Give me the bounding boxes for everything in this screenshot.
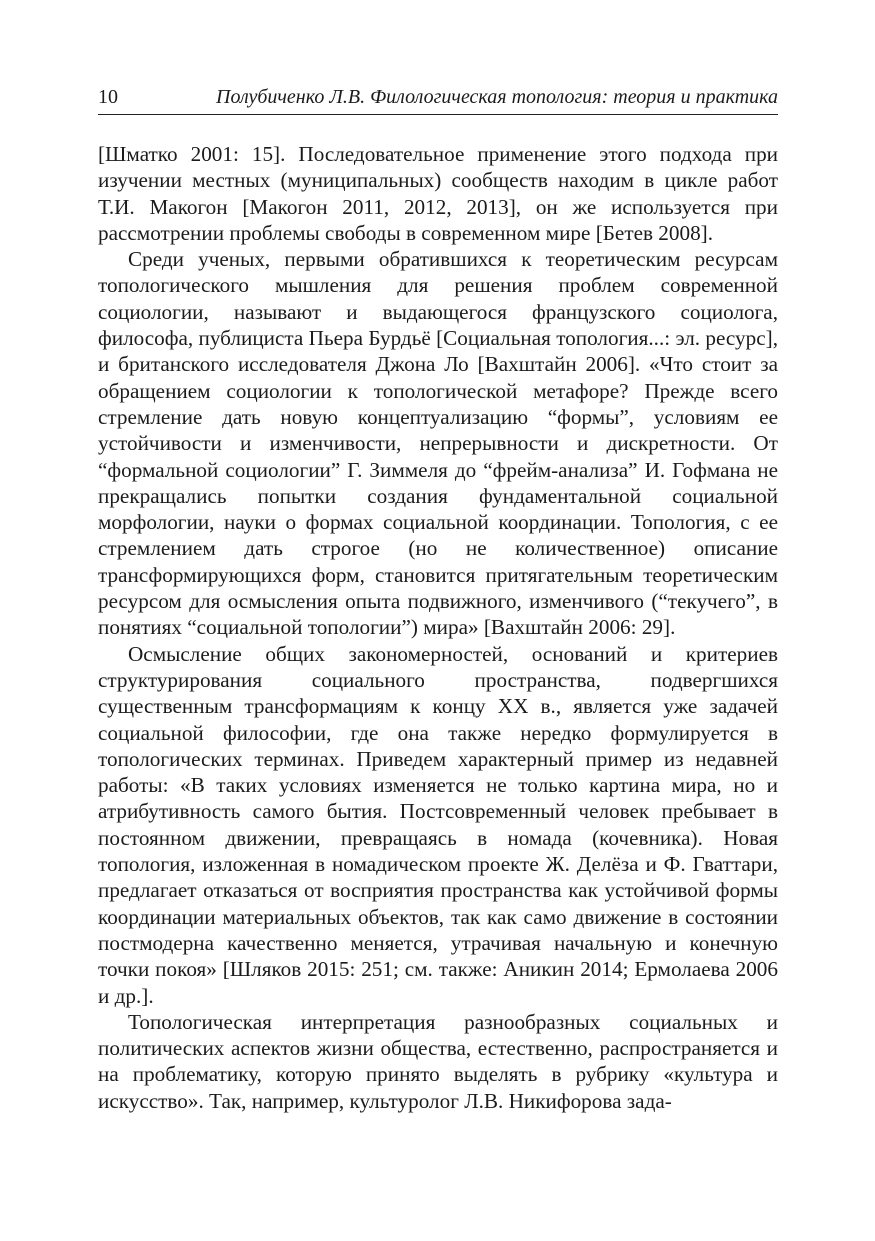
paragraph-continued: [Шматко 2001: 15]. Последовательное применение этого подхода при изучении местных (муниципальных) сообществ находим в цикле работ Т.И. Макогон [Макогон 2011, 2012, 2013], он же используется при рассмотрении проблемы свободы в современном мире [Бетев 2008]. bbox=[98, 142, 778, 245]
page-number: 10 bbox=[98, 86, 118, 108]
paragraph: Осмысление общих закономерностей, оснований и критериев структурирования социального пространства, подвергшихся существенным трансформациям к концу XX в., является уже задачей социальной философии, где она также нередко формулируется в топологических терминах. Приведем характерный пример из недавней работы: «В таких условиях изменяется не только картина мира, но и атрибутивность самого бытия. Постсовременный человек пребывает в постоянном движении, превращаясь в номада (кочевника). Новая топология, изложенная в номадическом проекте Ж. Делёза и Ф. Гваттари, предлагает отказаться от восприятия пространства как устойчивой формы координации материальных объектов, так как само движение в состоянии постмодерна качественно меняется, утрачивая начальную и конечную точки покоя» [Шляков 2015: 251; см. также: Аникин 2014; Ермолаева 2006 и др.]. bbox=[98, 641, 778, 1008]
document-page bbox=[98, 84, 778, 1114]
paragraph: Среди ученых, первыми обратившихся к теоретическим ресурсам топологического мышления для решения проблем современной социологии, называют и выдающегося французского социолога, философа, публициста Пьера Бурдьё [Социальная топология...: эл. ресурс], и британского исследователя Джона Ло [Вахштайн 2006]. «Что стоит за обращением социологии к топологической метафоре? Прежде всего стремление дать новую концептуализацию “формы”, условиям ее устойчивости и изменчивости, непрерывности и дискретности. От “формальной социологии” Г. Зиммеля до “фрейм-анализа” И. Гофмана не прекращались попытки создания фундаментальной социальной морфологии, науки о формах социальной координации. Топология, с ее стремлением дать строгое (но не количественное) описание трансформирующихся форм, становится притягательным теоретическим ресурсом для осмысления опыта подвижного, изменчивого (“текучего”, в понятиях “социальной топологии”) мира» [Вахштайн 2006: 29]. bbox=[98, 247, 778, 640]
running-title: Полубиченко Л.В. Филологическая топология: теория и практика bbox=[216, 86, 778, 108]
paragraph: Топологическая интерпретация разнообразных социальных и политических аспектов жизни общества, естественно, распространяется и на проблематику, которую принято выделять в рубрику «культура и искусство». Так, например, культуролог Л.В. Никифорова зада- bbox=[98, 1009, 778, 1113]
running-header bbox=[98, 84, 778, 115]
body-text bbox=[98, 141, 778, 1114]
